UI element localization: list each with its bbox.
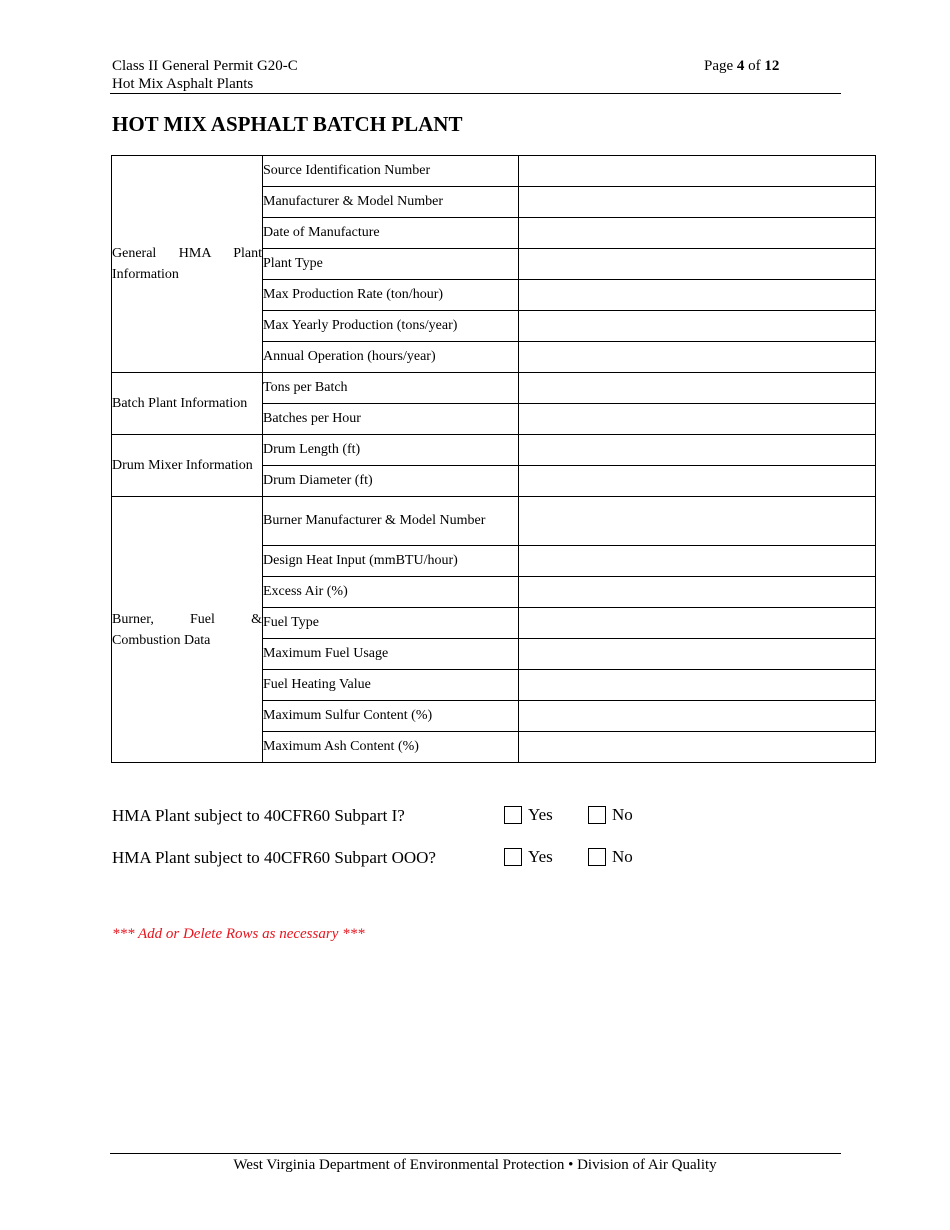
row-label: Batches per Hour bbox=[263, 404, 519, 435]
row-label: Manufacturer & Model Number bbox=[263, 187, 519, 218]
value-field[interactable] bbox=[519, 156, 876, 187]
value-field[interactable] bbox=[519, 639, 876, 670]
row-label: Max Production Rate (ton/hour) bbox=[263, 280, 519, 311]
table-row bbox=[112, 373, 876, 404]
value-field[interactable] bbox=[519, 187, 876, 218]
row-label: Tons per Batch bbox=[263, 373, 519, 404]
no-label: No bbox=[612, 805, 633, 824]
subpart-ooo-no-option[interactable] bbox=[588, 847, 633, 867]
rows-note: *** Add or Delete Rows as necessary *** bbox=[112, 926, 365, 942]
row-label: Maximum Fuel Usage bbox=[263, 639, 519, 670]
footer: West Virginia Department of Environmental Protection • Division of Air Quality bbox=[233, 1157, 717, 1173]
group-general: General HMA Plant Information bbox=[112, 156, 263, 373]
row-label: Burner Manufacturer & Model Number bbox=[263, 497, 519, 546]
plant-info-table bbox=[111, 155, 876, 763]
value-field[interactable] bbox=[519, 670, 876, 701]
row-label: Plant Type bbox=[263, 249, 519, 280]
subpart-ooo-yes-option[interactable] bbox=[504, 847, 553, 867]
row-label: Maximum Ash Content (%) bbox=[263, 732, 519, 763]
value-field[interactable] bbox=[519, 732, 876, 763]
page-current: 4 bbox=[736, 58, 745, 74]
page-of: of bbox=[744, 58, 765, 74]
row-label: Max Yearly Production (tons/year) bbox=[263, 311, 519, 342]
checkbox[interactable] bbox=[588, 806, 606, 824]
no-label: No bbox=[612, 847, 633, 866]
group-batch: Batch Plant Information bbox=[112, 373, 263, 435]
row-label: Source Identification Number bbox=[263, 156, 519, 187]
value-field[interactable] bbox=[519, 249, 876, 280]
checkbox[interactable] bbox=[588, 848, 606, 866]
page-total: 12 bbox=[764, 58, 780, 74]
value-field[interactable] bbox=[519, 218, 876, 249]
row-label: Date of Manufacture bbox=[263, 218, 519, 249]
table-row bbox=[112, 156, 876, 187]
value-field[interactable] bbox=[519, 701, 876, 732]
subpart-i-yes-option[interactable] bbox=[504, 805, 553, 825]
checkbox[interactable] bbox=[504, 848, 522, 866]
group-drum: Drum Mixer Information bbox=[112, 435, 263, 497]
value-field[interactable] bbox=[519, 404, 876, 435]
page-title: HOT MIX ASPHALT BATCH PLANT bbox=[112, 112, 463, 136]
row-label: Design Heat Input (mmBTU/hour) bbox=[263, 546, 519, 577]
value-field[interactable] bbox=[519, 466, 876, 497]
value-field[interactable] bbox=[519, 373, 876, 404]
question-subpart-i: HMA Plant subject to 40CFR60 Subpart I? bbox=[112, 806, 405, 825]
checkbox[interactable] bbox=[504, 806, 522, 824]
footer-divider bbox=[110, 1153, 841, 1154]
question-subpart-ooo: HMA Plant subject to 40CFR60 Subpart OOO? bbox=[112, 848, 436, 867]
row-label: Excess Air (%) bbox=[263, 577, 519, 608]
row-label: Drum Diameter (ft) bbox=[263, 466, 519, 497]
page-number bbox=[704, 57, 779, 75]
row-label: Drum Length (ft) bbox=[263, 435, 519, 466]
value-field[interactable] bbox=[519, 311, 876, 342]
table-row bbox=[112, 435, 876, 466]
header-subtitle: Hot Mix Asphalt Plants bbox=[112, 76, 254, 92]
value-field[interactable] bbox=[519, 608, 876, 639]
row-label: Fuel Heating Value bbox=[263, 670, 519, 701]
value-field[interactable] bbox=[519, 497, 876, 546]
row-label: Maximum Sulfur Content (%) bbox=[263, 701, 519, 732]
value-field[interactable] bbox=[519, 435, 876, 466]
header-divider bbox=[110, 93, 841, 94]
page-prefix: Page bbox=[704, 58, 737, 74]
row-label: Fuel Type bbox=[263, 608, 519, 639]
subpart-i-no-option[interactable] bbox=[588, 805, 633, 825]
row-label: Annual Operation (hours/year) bbox=[263, 342, 519, 373]
header-permit: Class II General Permit G20-C bbox=[112, 58, 298, 74]
yes-label: Yes bbox=[528, 805, 553, 824]
header-left bbox=[112, 57, 298, 93]
value-field[interactable] bbox=[519, 546, 876, 577]
group-burner: Burner, Fuel & Combustion Data bbox=[112, 497, 263, 763]
yes-label: Yes bbox=[528, 847, 553, 866]
table-row bbox=[112, 497, 876, 546]
value-field[interactable] bbox=[519, 280, 876, 311]
value-field[interactable] bbox=[519, 342, 876, 373]
value-field[interactable] bbox=[519, 577, 876, 608]
